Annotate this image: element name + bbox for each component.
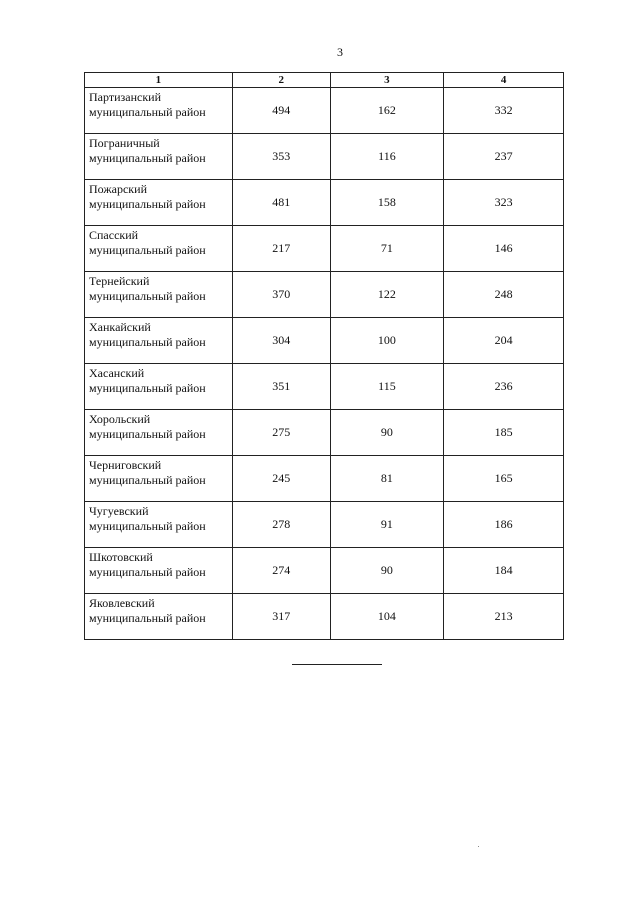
district-name: Партизанский муниципальный район [85,88,233,134]
value-col-3: 90 [330,548,444,594]
column-header-3: 3 [330,73,444,88]
table-body [85,88,564,640]
district-name: Пограничный муниципальный район [85,134,233,180]
value-col-2: 351 [232,364,330,410]
value-col-4: 213 [444,594,564,640]
value-col-3: 104 [330,594,444,640]
district-name: Хорольский муниципальный район [85,410,233,456]
table-row [85,594,564,640]
table-row [85,134,564,180]
value-col-2: 317 [232,594,330,640]
value-col-4: 185 [444,410,564,456]
value-col-4: 237 [444,134,564,180]
value-col-4: 184 [444,548,564,594]
value-col-2: 481 [232,180,330,226]
page-number: 3 [337,45,343,59]
value-col-2: 275 [232,410,330,456]
value-col-4: 248 [444,272,564,318]
column-header-1: 1 [85,73,233,88]
table-row [85,410,564,456]
value-col-3: 162 [330,88,444,134]
district-name: Хасанский муниципальный район [85,364,233,410]
value-col-4: 146 [444,226,564,272]
value-col-3: 115 [330,364,444,410]
value-col-4: 323 [444,180,564,226]
value-col-2: 278 [232,502,330,548]
value-col-4: 204 [444,318,564,364]
table-row [85,548,564,594]
value-col-3: 91 [330,502,444,548]
value-col-3: 81 [330,456,444,502]
value-col-2: 304 [232,318,330,364]
district-name: Шкотовский муниципальный район [85,548,233,594]
district-table [84,72,564,640]
value-col-3: 90 [330,410,444,456]
value-col-2: 274 [232,548,330,594]
value-col-2: 245 [232,456,330,502]
header-row [85,73,564,88]
value-col-3: 116 [330,134,444,180]
district-name: Спасский муниципальный район [85,226,233,272]
table-row [85,272,564,318]
value-col-4: 236 [444,364,564,410]
district-name: Ханкайский муниципальный район [85,318,233,364]
scan-speck [478,846,479,847]
value-col-3: 122 [330,272,444,318]
value-col-3: 158 [330,180,444,226]
district-name: Черниговский муниципальный район [85,456,233,502]
table-row [85,502,564,548]
district-name: Чугуевский муниципальный район [85,502,233,548]
table-row [85,180,564,226]
district-name: Яковлевский муниципальный район [85,594,233,640]
value-col-4: 332 [444,88,564,134]
table-header [85,73,564,88]
value-col-3: 71 [330,226,444,272]
value-col-4: 165 [444,456,564,502]
end-of-table-divider [292,664,382,665]
value-col-4: 186 [444,502,564,548]
table-row [85,318,564,364]
district-name: Пожарский муниципальный район [85,180,233,226]
table-row [85,364,564,410]
value-col-2: 353 [232,134,330,180]
table-row [85,456,564,502]
district-name: Тернейский муниципальный район [85,272,233,318]
value-col-2: 217 [232,226,330,272]
table-row [85,88,564,134]
column-header-4: 4 [444,73,564,88]
value-col-2: 370 [232,272,330,318]
value-col-3: 100 [330,318,444,364]
column-header-2: 2 [232,73,330,88]
value-col-2: 494 [232,88,330,134]
table-row [85,226,564,272]
